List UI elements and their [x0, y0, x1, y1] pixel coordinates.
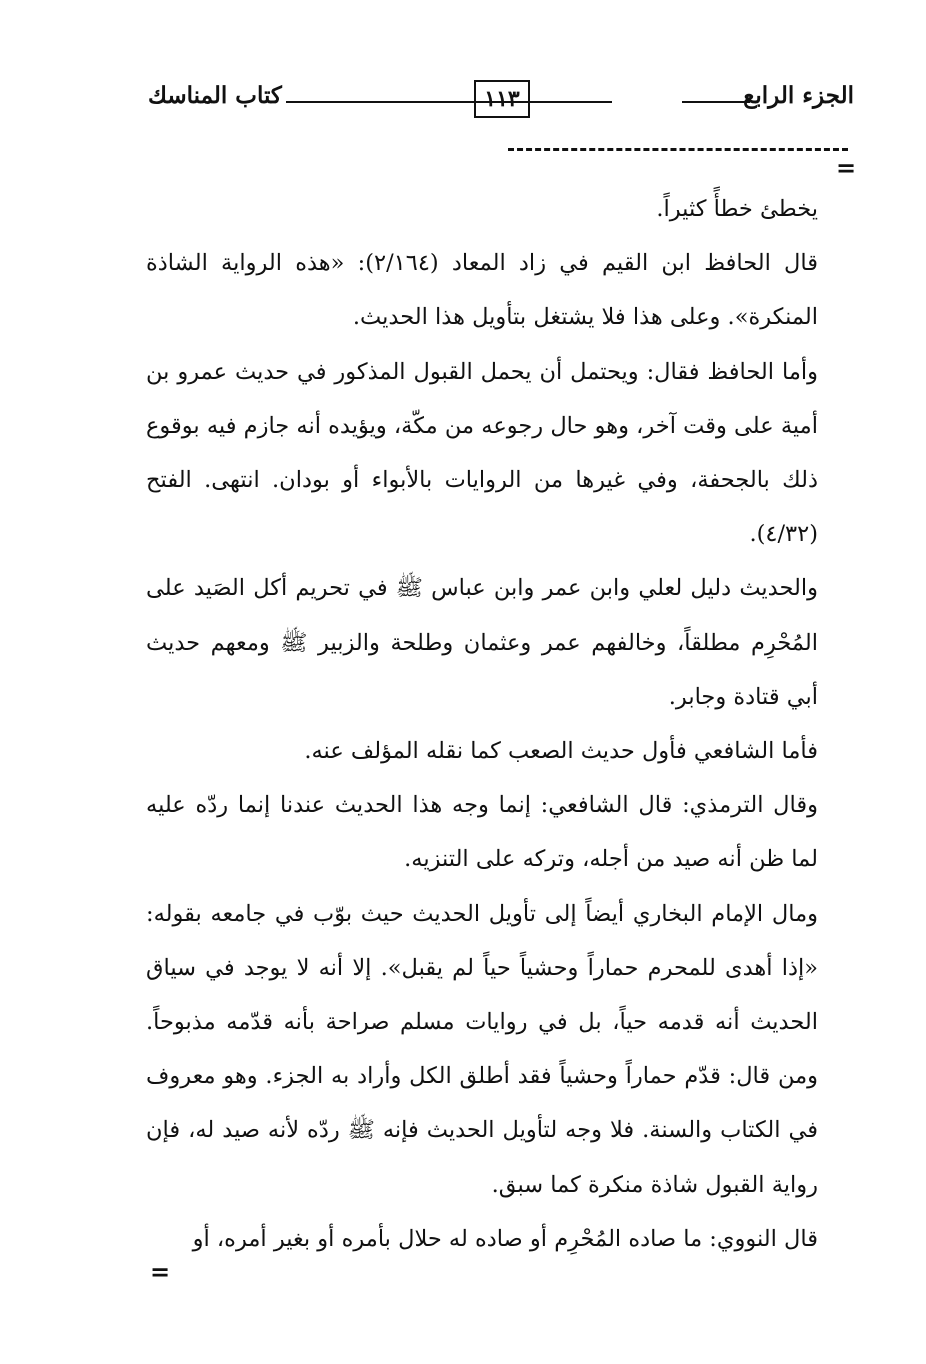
running-header: [148, 80, 854, 124]
paragraph: ومال الإمام البخاري أيضاً إلى تأويل الحديث حيث بوّب في جامعه بقوله: «إذا أهدى للمحرم حماراً وحشياً حياً لم يقبل». إلا أنه لا يوجد في سياق الحديث أنه قدمه حياً، بل في روايات مسلم صراحة بأنه قدّمه مذبوحاً. ومن قال: قدّم حماراً وحشياً فقد أطلق الكل وأراد به الجزء. وهو معروف في الكتاب والسنة. فلا وجه لتأويل الحديث فإنه ﷺ ردّه لأنه صيد له، فإن رواية القبول شاذة منكرة كما سبق.: [146, 900, 818, 1198]
paragraph: والحديث دليل لعلي وابن عمر وابن عباس ﷺ في تحريم أكل الصَيد على المُحْرِم مطلقاً، وخالفهم عمر وعثمان وطلحة والزبير ﷺ ومعهم حديث أبي قتادة وجابر.: [146, 575, 818, 710]
continuation-mark-top: =: [836, 153, 857, 182]
paragraph: وقال الترمذي: قال الشافعي: إنما وجه هذا الحديث عندنا إنما ردّه عليه لما ظن أنه صيد من أجله، وتركه على التنزيه.: [146, 792, 818, 873]
book-title: كتاب المناسك: [148, 82, 282, 109]
volume-title: الجزء الرابع: [743, 82, 854, 109]
header-rule-right: [682, 101, 750, 103]
paragraph: يخطئ خطأً كثيراً.: [656, 196, 818, 222]
continuation-mark-bottom: =: [150, 1257, 171, 1286]
header-rule-left: [286, 101, 612, 103]
paragraph: وأما الحافظ فقال: ويحتمل أن يحمل القبول المذكور في حديث عمرو بن أمية على وقت آخر، وهو حال رجوعه من مكّة، ويؤيده أنه جازم فيه بوقوع ذلك بالجحفة، وفي غيرها من الروايات بالأبواء أو بودان. انتهى. الفتح (٤/٣٢).: [146, 358, 818, 548]
footnote-text: [146, 182, 818, 1266]
paragraph: قال الحافظ ابن القيم في زاد المعاد (٢/١٦٤): «هذه الرواية الشاذة المنكرة». وعلى هذا فلا يشتغل بتأويل هذا الحديث.: [146, 250, 818, 331]
footnote-separator: [508, 148, 848, 151]
paragraph: قال النووي: ما صاده المُحْرِم أو صاده له حلال بأمره أو بغير أمره، أو: [192, 1225, 818, 1252]
paragraph: فأما الشافعي فأول حديث الصعب كما نقله المؤلف عنه.: [304, 738, 818, 765]
page-number: ١١٣: [474, 80, 530, 118]
